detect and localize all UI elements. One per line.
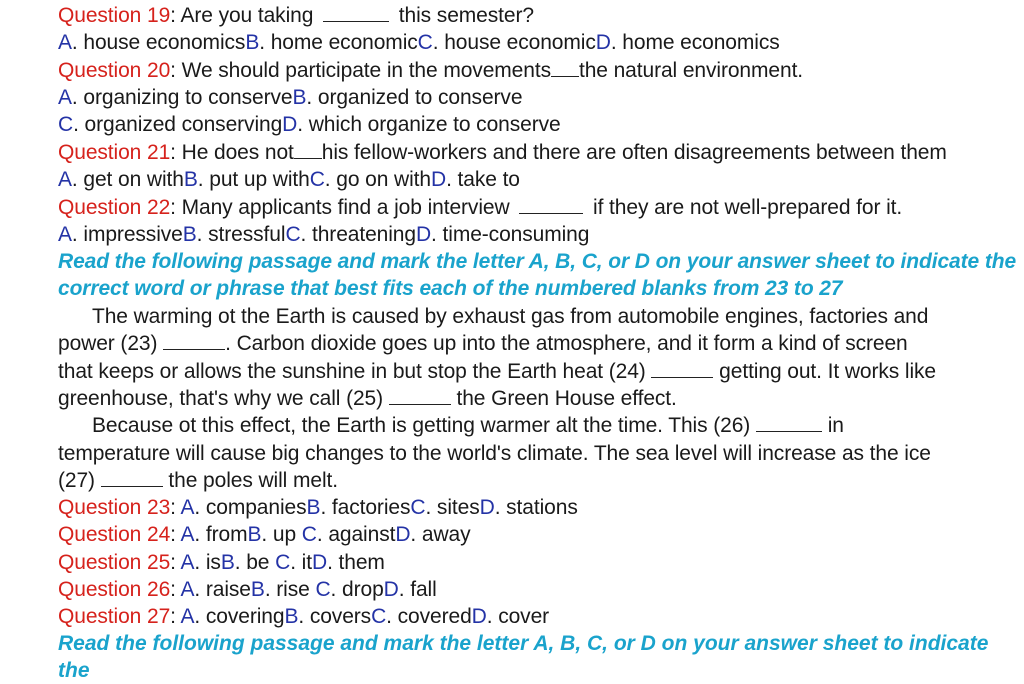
answer-blank-27	[101, 467, 163, 487]
option-text: . from	[194, 523, 248, 546]
option-letter: B	[292, 86, 307, 109]
answer-blank	[551, 57, 579, 77]
answer-blank-24	[651, 358, 713, 378]
option-text: . sites	[425, 496, 480, 519]
passage-line: temperature will cause big changes to the world's climate. The sea level will increase as the ice	[58, 442, 931, 465]
answer-blank-26	[756, 412, 822, 432]
option-letter: A	[180, 523, 195, 546]
answer-blank	[519, 194, 583, 214]
question-label: Question 24	[58, 523, 171, 546]
option-letter: D	[282, 113, 298, 136]
question-label: Question 21	[58, 141, 171, 164]
option-text: . home economic	[259, 31, 418, 54]
option-text: . threatening	[300, 223, 416, 246]
passage-text: the poles will melt.	[162, 469, 338, 492]
option-letter: B	[247, 523, 262, 546]
passage-instruction-line-2: correct word or phrase that best fits each of the numbered blanks from 23 to 27	[58, 277, 843, 300]
question-20-options-1	[58, 84, 522, 111]
passage-text: in	[821, 414, 844, 437]
passage-line: The warming ot the Earth is caused by exhaust gas from automobile engines, factories and	[92, 305, 929, 328]
option-letter: B	[183, 168, 198, 191]
question-text: his fellow-workers and there are often disagreements between them	[321, 141, 947, 164]
cutoff-instruction	[58, 630, 1024, 682]
option-text: . impressive	[71, 223, 183, 246]
passage-instruction-line-1: Read the following passage and mark the letter A, B, C, or D on your answer sheet to indicate the	[58, 250, 1017, 273]
option-letter: C	[371, 605, 387, 628]
cutoff-instruction-text: Read the following passage and mark the letter A, B, C, or D on your answer sheet to indicate the	[58, 632, 989, 682]
option-text: . it	[290, 551, 312, 574]
question-label: Question 20	[58, 59, 171, 82]
question-20	[58, 57, 803, 84]
option-text: . companies	[194, 496, 307, 519]
option-text: . take to	[446, 168, 520, 191]
question-21	[58, 139, 947, 166]
question-21-options	[58, 166, 520, 193]
answer-blank-25	[389, 385, 451, 405]
option-text: . house economic	[432, 31, 596, 54]
option-text: . is	[194, 551, 221, 574]
option-letter: D	[383, 578, 399, 601]
passage-text: . Carbon dioxide goes up into the atmosphere, and it form a kind of screen	[225, 332, 908, 355]
option-letter: A	[58, 86, 72, 109]
question-label: Question 19	[58, 4, 171, 27]
question-text: if they are not well-prepared for it.	[587, 196, 903, 219]
option-text: . them	[327, 551, 385, 574]
option-text: . time-consuming	[431, 223, 590, 246]
answer-blank-23	[163, 330, 225, 350]
passage-line	[58, 467, 338, 494]
question-label: Question 25	[58, 551, 171, 574]
option-letter: C	[275, 551, 291, 574]
option-letter: D	[595, 31, 611, 54]
passage-text: getting out. It works like	[713, 360, 937, 383]
option-letter: C	[58, 113, 74, 136]
option-text: . stressful	[196, 223, 286, 246]
passage-line	[92, 412, 844, 439]
option-letter: B	[220, 551, 235, 574]
question-22	[58, 194, 902, 221]
passage-text: (27)	[58, 469, 101, 492]
option-text: . organizing to conserve	[71, 86, 293, 109]
question-label: Question 22	[58, 196, 171, 219]
option-letter: C	[301, 523, 317, 546]
option-letter: D	[479, 496, 495, 519]
passage-text: greenhouse, that's why we call (25)	[58, 387, 389, 410]
option-letter: C	[417, 31, 433, 54]
option-letter: D	[415, 223, 432, 246]
passage-text: the Green House effect.	[450, 387, 677, 410]
answer-blank	[323, 2, 389, 22]
option-text: . put up with	[197, 168, 310, 191]
question-27: Question 27: A. coveringB. coversC. coveredD. cover	[58, 605, 550, 628]
question-20-options-2	[58, 111, 561, 138]
question-text: : He does not	[170, 141, 294, 164]
option-text: . get on with	[71, 168, 184, 191]
option-letter: D	[431, 168, 447, 191]
question-label: Question 26	[58, 578, 171, 601]
option-letter: A	[58, 223, 72, 246]
option-text: . be	[234, 551, 276, 574]
option-text: . raise	[194, 578, 251, 601]
option-letter: C	[309, 168, 325, 191]
passage-line	[58, 330, 908, 357]
question-text: this semester?	[393, 4, 534, 27]
question-label: Question 27	[58, 605, 171, 628]
option-letter: D	[395, 523, 411, 546]
option-letter: A	[180, 551, 195, 574]
question-24: Question 24: A. fromB. up C. againstD. away	[58, 523, 471, 546]
option-text: . home economics	[610, 31, 780, 54]
option-text: . away	[410, 523, 471, 546]
option-text: . up	[261, 523, 302, 546]
option-text: . drop	[330, 578, 384, 601]
question-19-options	[58, 29, 780, 56]
option-letter: C	[410, 496, 426, 519]
option-text: . against	[316, 523, 396, 546]
option-letter: C	[285, 223, 301, 246]
option-letter: B	[182, 223, 197, 246]
option-letter: C	[315, 578, 331, 601]
option-letter: B	[284, 605, 299, 628]
option-letter: A	[180, 605, 195, 628]
option-letter: A	[180, 496, 195, 519]
option-letter: A	[180, 578, 195, 601]
option-text: . cover	[486, 605, 550, 628]
option-text: . stations	[494, 496, 578, 519]
option-text: . fall	[398, 578, 437, 601]
option-text: . go on with	[324, 168, 431, 191]
option-letter: B	[245, 31, 260, 54]
question-label: Question 23	[58, 496, 171, 519]
question-19	[58, 2, 534, 29]
question-text: : Are you taking	[170, 4, 320, 27]
option-letter: B	[306, 496, 321, 519]
option-text: . factories	[320, 496, 411, 519]
passage-line	[58, 385, 677, 412]
question-23: Question 23: A. companiesB. factoriesC. sitesD. stations	[58, 496, 578, 519]
option-text: . covers	[298, 605, 372, 628]
option-text: . which organize to conserve	[297, 113, 561, 136]
option-letter: A	[58, 31, 72, 54]
question-22-options	[58, 221, 589, 248]
question-text: : Many applicants find a job interview	[170, 196, 516, 219]
option-text: . organized conserving	[73, 113, 283, 136]
question-25: Question 25: A. isB. be C. itD. them	[58, 551, 385, 574]
option-letter: D	[471, 605, 487, 628]
option-text: . rise	[264, 578, 316, 601]
passage-text: power (23)	[58, 332, 164, 355]
passage-line	[58, 358, 936, 385]
option-text: . organized to conserve	[306, 86, 523, 109]
option-text: . house economics	[71, 31, 246, 54]
option-letter: D	[311, 551, 328, 574]
question-26: Question 26: A. raiseB. rise C. dropD. fall	[58, 578, 437, 601]
option-letter: B	[250, 578, 265, 601]
question-text: : We should participate in the movements	[170, 59, 551, 82]
passage-text: Because ot this effect, the Earth is getting warmer alt the time. This (26)	[92, 414, 756, 437]
answer-blank	[294, 139, 322, 159]
question-text: the natural environment.	[578, 59, 804, 82]
option-letter: A	[58, 168, 72, 191]
option-text: . covered	[386, 605, 472, 628]
option-text: . covering	[194, 605, 285, 628]
passage-text: that keeps or allows the sunshine in but stop the Earth heat (24)	[58, 360, 652, 383]
